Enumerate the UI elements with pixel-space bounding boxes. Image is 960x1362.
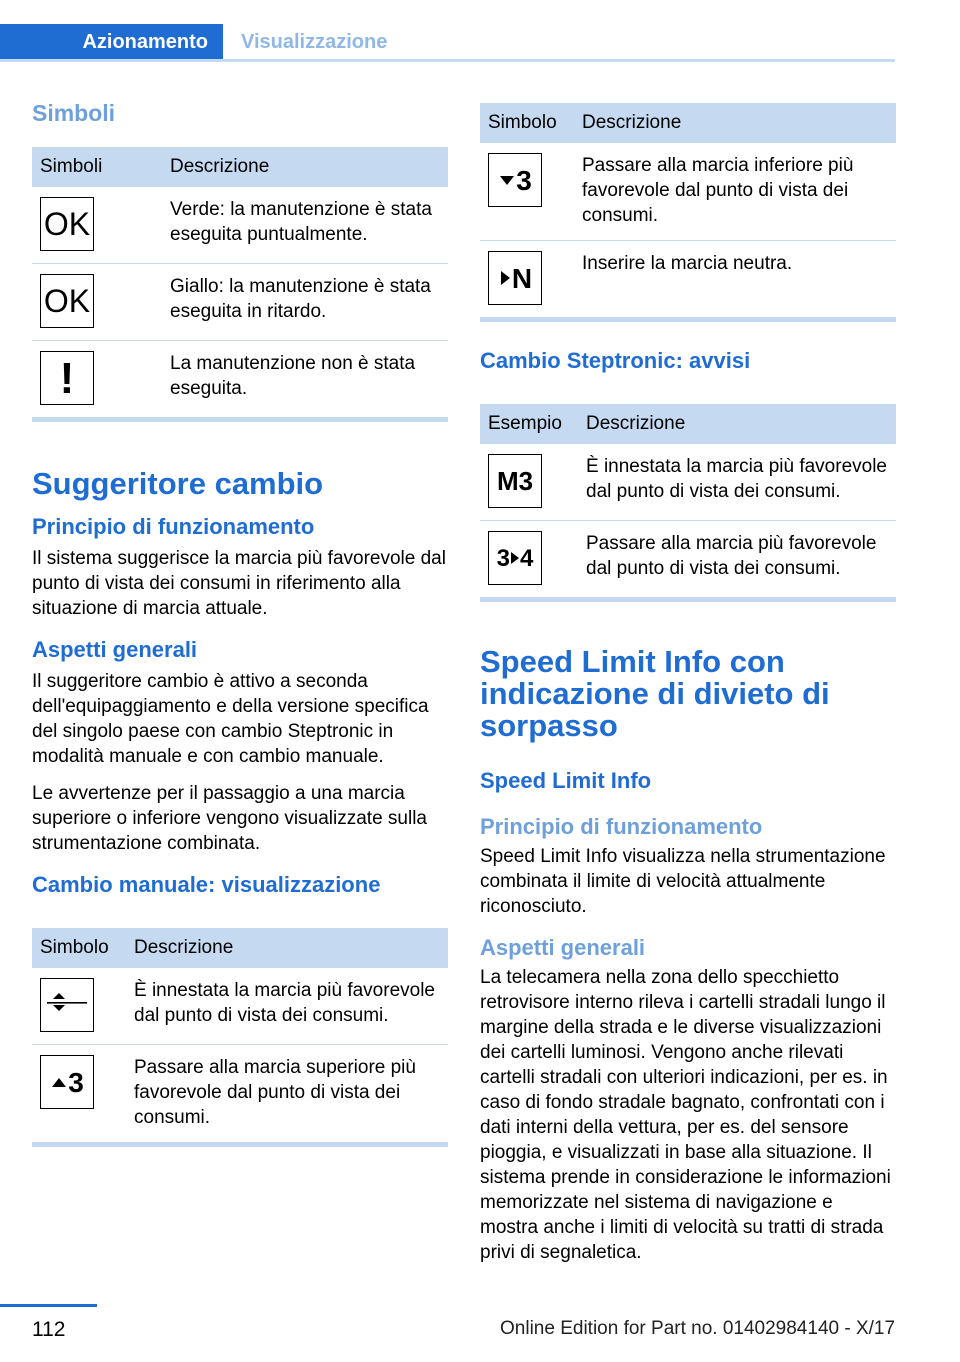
tab-azionamento[interactable]: Azionamento (0, 24, 223, 60)
table-row (480, 521, 896, 598)
ok-yellow-icon: OK (40, 274, 94, 328)
row-desc: Inserire la marcia neutra. (574, 241, 896, 318)
m3-icon: M3 (488, 454, 542, 508)
subsection-speed-limit-info: Speed Limit Info (480, 768, 652, 793)
table-header-row (480, 404, 896, 444)
ok-green-icon: OK (40, 197, 94, 251)
exclamation-icon: ! (40, 351, 94, 405)
paragraph: La telecamera nella zona dello specchietto retrovisore interno rileva i cartelli stradali lungo il margine della strada e le diverse visualizzazioni dei cartelli luminosi. Vengono anche rilevati cartelli stradali con ulteriori indicazioni, per es. in caso di fondo stradale bagnato, confrontati con i dati interni della vettura, per es. del sensore pioggia, e visualizzati in base alla situazione. Il sistema prende in considerazione le informazioni memorizzate nel sistema di navigazione e mostra anche i limiti di velocità su tratti di strada privi di segnaletica. (480, 967, 891, 1263)
section-title-speed-limit: Speed Limit Info con indicazione di divieto di sorpasso (480, 644, 830, 743)
col-header-desc: Descrizione (126, 928, 448, 968)
table-header-row (32, 147, 448, 187)
table-row (32, 968, 448, 1045)
col-header-symbol: Simboli (32, 147, 162, 187)
col-header-desc: Descrizione (162, 147, 448, 187)
subsection-cambio-manuale: Cambio manuale: visualizzazione (32, 872, 381, 897)
gear-continued-table (480, 103, 896, 318)
table-row (32, 341, 448, 418)
table-row (32, 1045, 448, 1143)
col-header-desc: Descrizione (578, 404, 896, 444)
paragraph: Il sistema suggerisce la marcia più favorevole dal punto di vista dei consumi in riferimento alla situazione di marcia attuale. (32, 548, 446, 619)
section-title-simboli: Simboli (32, 100, 116, 126)
subsection-principio: Principio di funzionamento (480, 814, 763, 839)
edition-note: Online Edition for Part no. 01402984140 - X/17 (500, 1318, 896, 1339)
steptronic-table (480, 404, 896, 598)
paragraph: Il suggeritore cambio è attivo a seconda dell'equipaggiamento e della versione specifica del singolo paese con cambio Steptronic in modalità manuale e con cambio manuale. (32, 671, 429, 767)
neutral-n-icon: N (488, 251, 542, 305)
table-row (32, 187, 448, 264)
footer-rule (0, 1304, 97, 1307)
row-desc: La manutenzione non è stata eseguita. (162, 341, 448, 418)
table-row (32, 264, 448, 341)
table-header-row (480, 103, 896, 143)
simboli-table (32, 147, 448, 418)
tab-visualizzazione[interactable]: Visualizzazione (241, 30, 388, 53)
table-end-rule (480, 317, 896, 322)
col-header-desc: Descrizione (574, 103, 896, 143)
shift-3-to-4-icon: 3 4 (488, 531, 542, 585)
row-desc: Passare alla marcia inferiore più favorevole dal punto di vista dei consumi. (574, 143, 896, 241)
row-desc: Passare alla marcia più favorevole dal punto di vista dei consumi. (578, 521, 896, 598)
row-desc: Passare alla marcia superiore più favorevole dal punto di vista dei consumi. (126, 1045, 448, 1143)
header-divider (0, 59, 895, 62)
paragraph: Speed Limit Info visualizza nella strumentazione combinata il limite di velocità attualmente riconosciuto. (480, 846, 886, 917)
col-header-symbol: Simbolo (32, 928, 126, 968)
col-header-example: Esempio (480, 404, 578, 444)
table-end-rule (32, 1142, 448, 1147)
table-row (480, 241, 896, 318)
table-row (480, 143, 896, 241)
subsection-aspetti: Aspetti generali (32, 637, 198, 662)
subsection-aspetti: Aspetti generali (480, 935, 646, 960)
paragraph: Le avvertenze per il passaggio a una marcia superiore o inferiore vengono visualizzate sulla strumentazione combinata. (32, 783, 428, 854)
row-desc: Verde: la manutenzione è stata eseguita puntualmente. (162, 187, 448, 264)
subsection-principio: Principio di funzionamento (32, 514, 315, 539)
subsection-steptronic: Cambio Steptronic: avvisi (480, 348, 751, 373)
upshift-3-icon: 3 (40, 1055, 94, 1109)
page-number: 112 (32, 1318, 66, 1341)
manual-gear-table (32, 928, 448, 1143)
up-down-arrows-icon (40, 978, 94, 1032)
left-column (32, 96, 448, 1147)
row-desc: Giallo: la manutenzione è stata eseguita in ritardo. (162, 264, 448, 341)
row-desc: È innestata la marcia più favorevole dal punto di vista dei consumi. (126, 968, 448, 1045)
downshift-3-icon: 3 (488, 153, 542, 207)
right-column (480, 103, 896, 1277)
section-title-suggeritore: Suggeritore cambio (32, 466, 324, 501)
table-row (480, 444, 896, 521)
table-header-row (32, 928, 448, 968)
col-header-symbol: Simbolo (480, 103, 574, 143)
header-bar (0, 0, 895, 62)
row-desc: È innestata la marcia più favorevole dal punto di vista dei consumi. (578, 444, 896, 521)
